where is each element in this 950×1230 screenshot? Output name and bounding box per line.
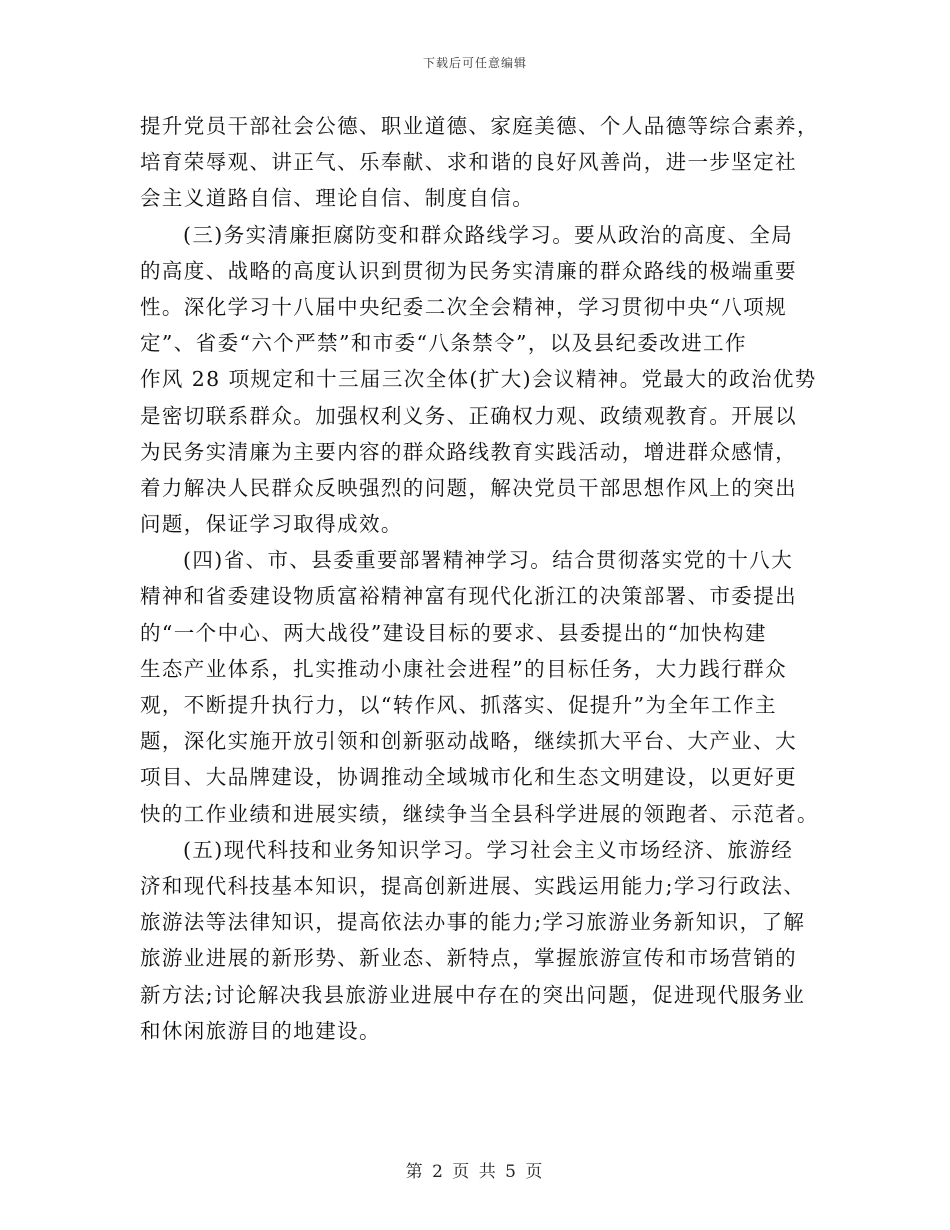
text-line: 作风 28 项规定和十三届三次全体(扩大)会议精神。党最大的政治优势 xyxy=(140,367,817,392)
text-line: 的“一个中心、两大战役”建设目标的要求、县委提出的“加快构建 xyxy=(140,620,767,645)
section-5-heading-line: (五)现代科技和业务知识学习。学习社会主义市场经济、旅游经 xyxy=(183,837,794,862)
text-line: 着力解决人民群众反映强烈的问题，解决党员干部思想作风上的突出 xyxy=(140,475,797,500)
text-line: 是密切联系群众。加强权利义务、正确权力观、政绩观教育。开展以 xyxy=(140,403,797,428)
text-line: 项目、大品牌建设，协调推动全域城市化和生态文明建设，以更好更 xyxy=(140,765,797,790)
text-line: 题，深化实施开放引领和创新驱动战略，继续抓大平台、大产业、大 xyxy=(140,729,797,754)
text-line: 快的工作业绩和进展实绩，继续争当全县科学进展的领跑者、示范者。 xyxy=(140,801,819,826)
text-line: 观，不断提升执行力，以“转作风、抓落实、促提升”为全年工作主 xyxy=(140,693,777,717)
section-4-heading-line: (四)省、市、县委重要部署精神学习。结合贯彻落实党的十八大 xyxy=(183,548,794,573)
page-footer: 第 2 页 共 5 页 xyxy=(405,1162,545,1182)
text-line: 培育荣辱观、讲正气、乐奉献、求和谐的良好风善尚，进一步坚定社 xyxy=(140,150,797,175)
text-line: 为民务实清廉为主要内容的群众路线教育实践活动，增进群众感情， xyxy=(140,439,797,464)
text-line: 生态产业体系，扎实推动小康社会进程”的目标任务，大力践行群众 xyxy=(140,656,787,681)
text-line: 旅游业进展的新形势、新业态、新特点，掌握旅游宣传和市场营销的 xyxy=(140,946,797,971)
page-header: 下载后可任意编辑 xyxy=(422,56,527,70)
text-line: 新方法;讨论解决我县旅游业进展中存在的突出问题，促进现代服务业 xyxy=(140,982,806,1007)
text-line: 和休闲旅游目的地建设。 xyxy=(140,1018,381,1043)
text-line: 旅游法等法律知识，提高依法办事的能力;学习旅游业务新知识，了解 xyxy=(140,910,806,935)
text-line: 济和现代科技基本知识，提高创新进展、实践运用能力;学习行政法、 xyxy=(140,873,806,898)
text-line: 问题，保证学习取得成效。 xyxy=(140,512,403,537)
text-line: 性。深化学习十八届中央纪委二次全会精神，学习贯彻中央“八项规 xyxy=(140,294,787,319)
text-line: 精神和省委建设物质富裕精神富有现代化浙江的决策部署、市委提出 xyxy=(140,584,797,609)
section-3-heading-line: (三)务实清廉拒腐防变和群众路线学习。要从政治的高度、全局 xyxy=(183,222,794,247)
text-line: 的高度、战略的高度认识到贯彻为民务实清廉的群众路线的极端重要 xyxy=(140,258,797,283)
text-line: 会主义道路自信、理论自信、制度自信。 xyxy=(140,186,535,211)
text-line: 提升党员干部社会公德、职业道德、家庭美德、个人品德等综合素养， xyxy=(140,114,819,138)
document-body xyxy=(140,108,819,1049)
text-line: 定”、省委“六个严禁”和市委“八条禁令”，以及县纪委改进工作 xyxy=(140,331,747,356)
